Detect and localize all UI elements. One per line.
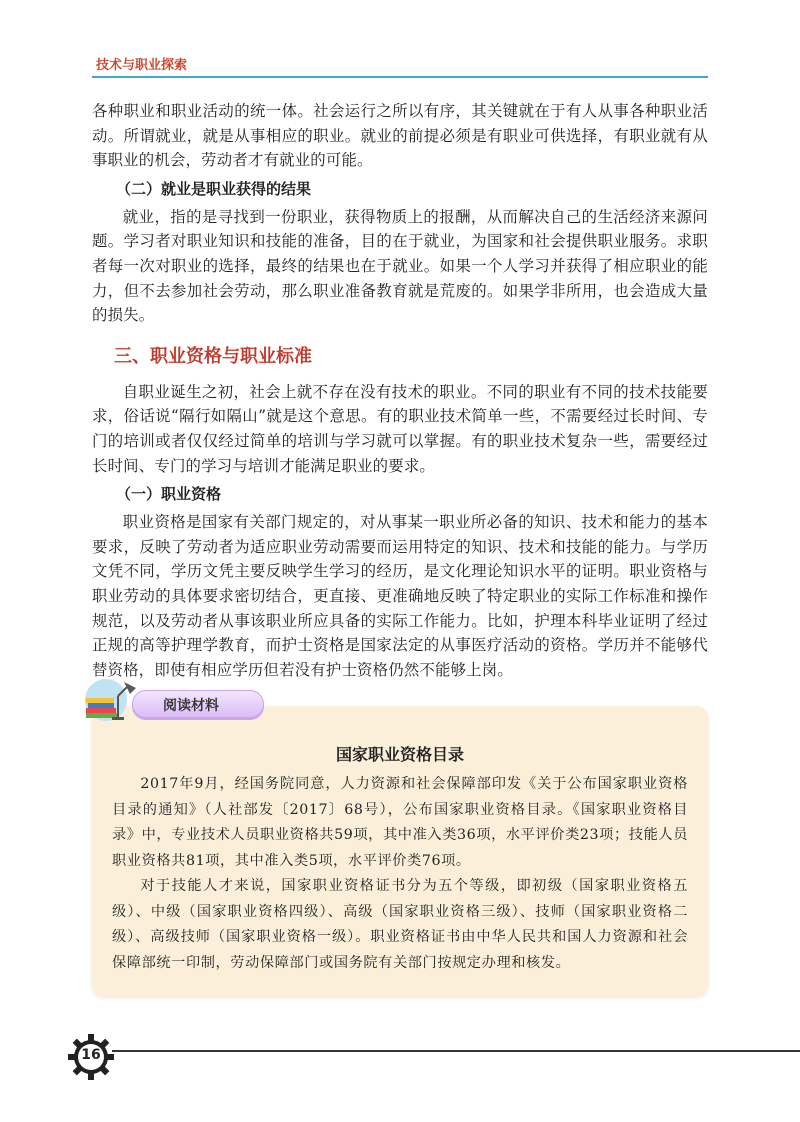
subsection-1-paragraph: 职业资格是国家有关部门规定的，对从事某一职业所必备的知识、技术和能力的基本要求，反映了劳动者为适应职业劳动需要而运用特定的知识、技术和技能的能力。与学历文凭不同，学历文凭主要反映学生学习的经历，是文化理论知识水平的证明。职业资格与职业劳动的具体要求密切结合，更直接、更准确地反映了特定职业的实际工作标准和操作规范，以及劳动者从事该职业所应具备的实际工作能力。比如，护理本科毕业证明了经过正规的高等护理学教育，而护士资格是国家法定的从事医疗活动的资格。学历并不能够代替资格，即使有相应学历但若没有护士资格仍然不能够上岗。 xyxy=(92,513,708,679)
section-3-heading: 三、职业资格与职业标准 xyxy=(114,345,312,367)
page-number: 16 xyxy=(81,1047,101,1063)
header-divider xyxy=(92,76,708,78)
reading-paragraph-2: 对于技能人才来说，国家职业资格证书分为五个等级，即初级（国家职业资格五级）、中级（国家职业资格四级）、高级（国家职业资格三级）、技师（国家职业资格二级）、高级技师（国家职业资格一级）。职业资格证书由中华人民共和国人力资源和社会保障部统一印制，劳动保障部门或国务院有关部门按规定办理和核发。 xyxy=(112,878,688,971)
reading-tab-label: 阅读材料 xyxy=(163,698,219,714)
main-content xyxy=(92,99,708,682)
reading-body xyxy=(112,772,688,976)
subsection-2-paragraph: 就业，指的是寻找到一份职业，获得物质上的报酬，从而解决自己的生活经济来源问题。学习者对职业知识和技能的准备，目的在于就业，为国家和社会提供职业服务。求职者每一次对职业的选择，最终的结果也在于就业。如果一个人学习并获得了相应职业的能力，但不去参加社会劳动，那么职业准备教育就是荒废的。如果学非所用，也会造成大量的损失。 xyxy=(92,207,708,325)
reading-material-tab xyxy=(132,690,264,720)
reading-paragraph-1: 2017年9月，经国务院同意，人力资源和社会保障部印发《关于公布国家职业资格目录的通知》（人社部发〔2017〕68号），公布国家职业资格目录。《国家职业资格目录》中，专业技术人员职业资格共59项，其中准入类36项，水平评价类23项；技能人员职业资格共81项，其中准入类5项，水平评价类76项。 xyxy=(112,776,688,869)
reading-title: 国家职业资格目录 xyxy=(335,745,464,764)
subsection-heading-2: （二）就业是职业获得的结果 xyxy=(116,179,312,198)
intro-paragraph: 各种职业和职业活动的统一体。社会运行之所以有序，其关键就在于有人从事各种职业活动。所谓就业，就是从事相应的职业。就业的前提必须是有职业可供选择，有职业就有从事职业的机会，劳动者才有就业的可能。 xyxy=(92,102,708,170)
books-lamp-icon xyxy=(80,676,140,722)
header-title: 技术与职业探索 xyxy=(96,58,188,73)
subsection-heading-1: （一）职业资格 xyxy=(116,485,222,504)
footer-divider xyxy=(112,1050,800,1052)
section-3-paragraph: 自职业诞生之初，社会上就不存在没有技术的职业。不同的职业有不同的技术技能要求，俗话说“隔行如隔山”就是这个意思。有的职业技术简单一些，不需要经过长时间、专门的培训或者仅仅经过简单的培训与学习就可以掌握。有的职业技术复杂一些，需要经过长时间、专门的学习与培训才能满足职业的要求。 xyxy=(92,382,708,475)
reading-material-box xyxy=(92,706,708,996)
